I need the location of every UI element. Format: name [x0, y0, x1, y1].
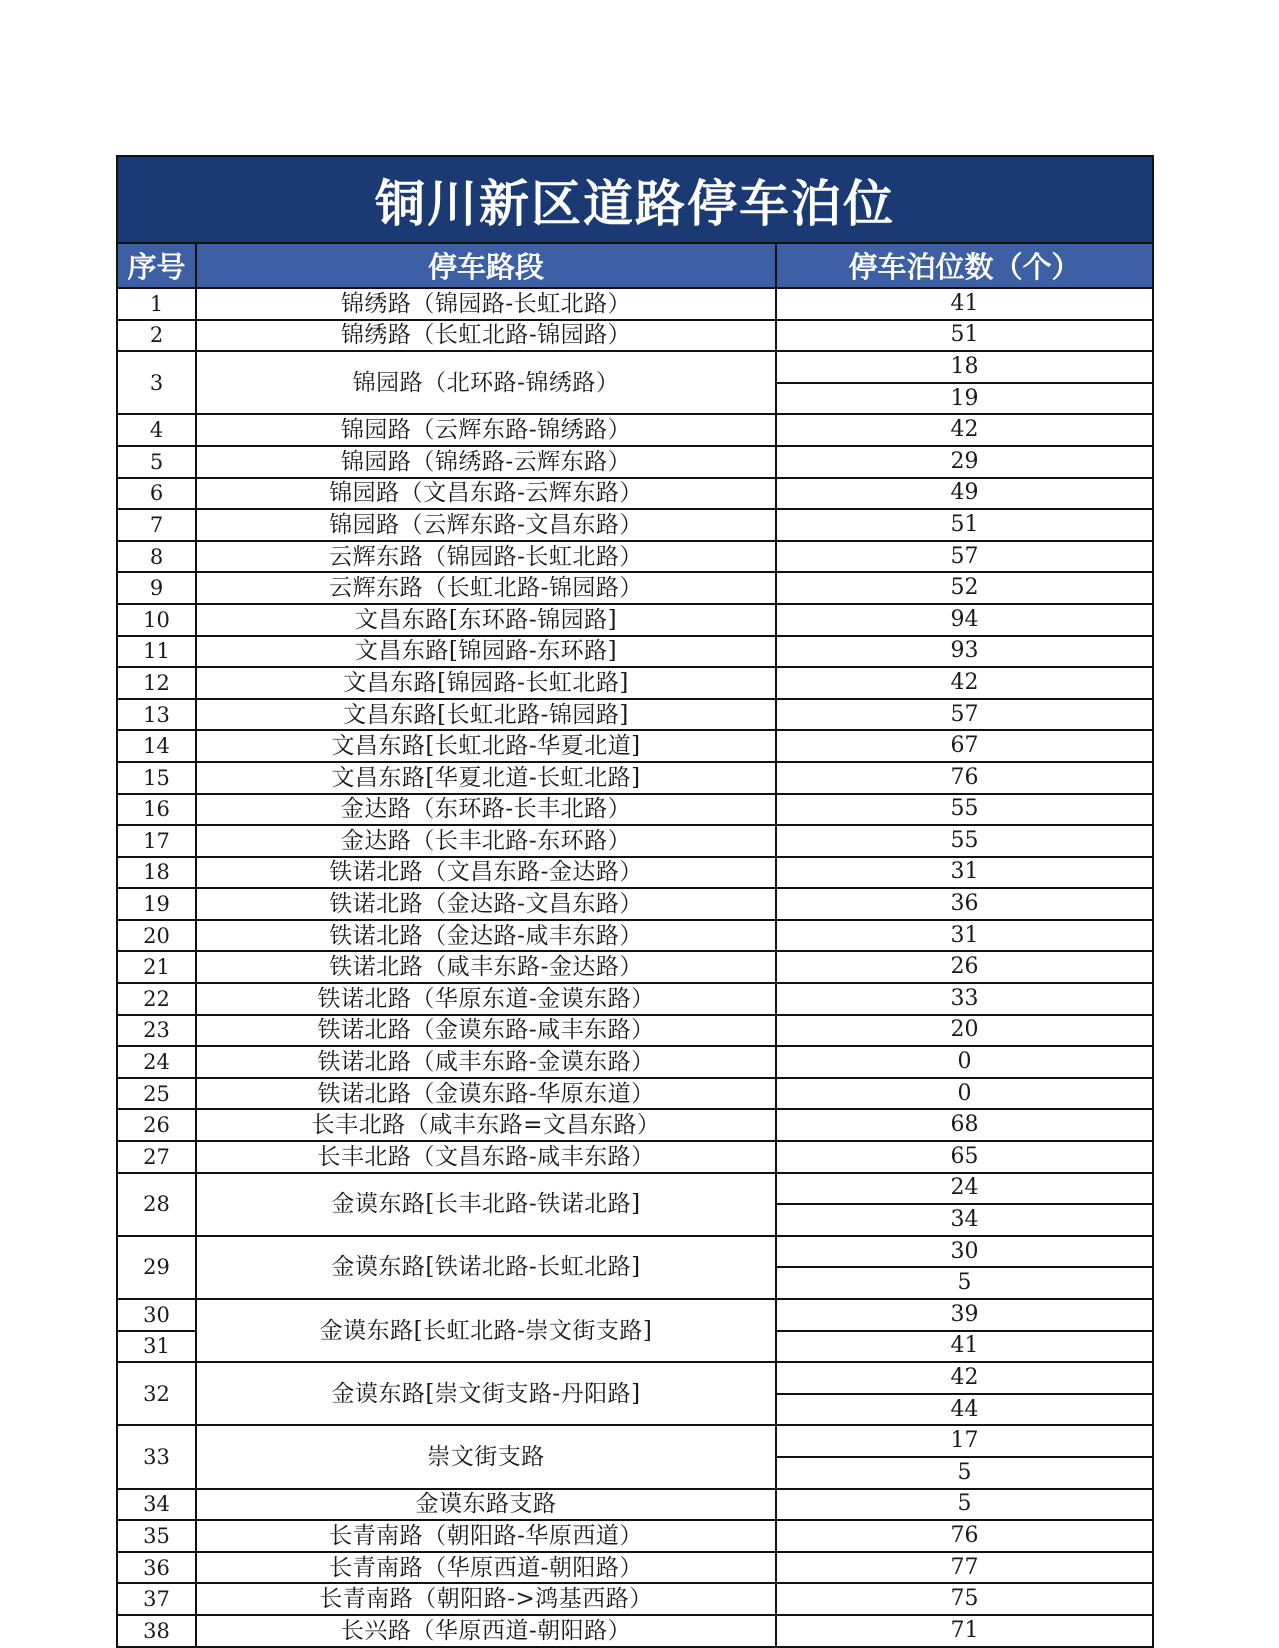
table-row [118, 1046, 1152, 1078]
parking-count-cell: 52 [776, 572, 1152, 604]
road-segment-cell: 文昌东路[长虹北路-锦园路] [196, 699, 776, 731]
parking-count-cell: 19 [776, 383, 1152, 415]
serial-number-cell: 4 [118, 414, 196, 446]
table-row [118, 983, 1152, 1015]
serial-number-cell: 7 [118, 509, 196, 541]
road-segment-cell: 锦园路（云辉东路-文昌东路） [196, 509, 776, 541]
parking-count-cell: 93 [776, 636, 1152, 668]
parking-count-cell: 5 [776, 1267, 1152, 1299]
parking-count-cell: 36 [776, 888, 1152, 920]
serial-number-cell: 17 [118, 825, 196, 857]
serial-number-cell: 26 [118, 1109, 196, 1141]
serial-number-cell: 9 [118, 572, 196, 604]
road-segment-cell: 铁诺北路（金达路-文昌东路） [196, 888, 776, 920]
table-row [118, 794, 1152, 826]
serial-number-cell: 14 [118, 730, 196, 762]
serial-number-cell: 18 [118, 857, 196, 889]
road-segment-cell: 铁诺北路（金达路-咸丰东路） [196, 920, 776, 952]
table-row [118, 446, 1152, 478]
road-segment-cell: 金达路（长丰北路-东环路） [196, 825, 776, 857]
road-segment-cell: 锦园路（云辉东路-锦绣路） [196, 414, 776, 446]
serial-number-cell: 34 [118, 1489, 196, 1521]
serial-number-cell: 32 [118, 1362, 196, 1425]
road-segment-cell: 铁诺北路（咸丰东路-金谟东路） [196, 1046, 776, 1078]
table-row [118, 762, 1152, 794]
road-segment-cell: 金谟东路[长虹北路-崇文街支路] [196, 1299, 776, 1362]
parking-count-cell: 34 [776, 1204, 1152, 1236]
road-segment-cell: 金达路（东环路-长丰北路） [196, 794, 776, 826]
table-row [118, 1236, 1152, 1268]
serial-number-cell: 2 [118, 320, 196, 352]
parking-count-cell: 42 [776, 667, 1152, 699]
table-row [118, 320, 1152, 352]
parking-count-cell: 67 [776, 730, 1152, 762]
road-segment-cell: 金谟东路[长丰北路-铁诺北路] [196, 1173, 776, 1236]
header-parking-count: 停车泊位数（个） [776, 244, 1152, 288]
table-row [118, 1141, 1152, 1173]
table-row [118, 1109, 1152, 1141]
road-segment-cell: 金谟东路[崇文街支路-丹阳路] [196, 1362, 776, 1425]
serial-number-cell: 10 [118, 604, 196, 636]
table-row [118, 699, 1152, 731]
road-segment-cell: 文昌东路[锦园路-长虹北路] [196, 667, 776, 699]
road-segment-cell: 长青南路（华原西道-朝阳路） [196, 1552, 776, 1584]
parking-count-cell: 71 [776, 1615, 1152, 1647]
table-row [118, 1583, 1152, 1615]
parking-table [118, 244, 1152, 1648]
parking-count-cell: 44 [776, 1394, 1152, 1426]
serial-number-cell: 15 [118, 762, 196, 794]
parking-count-cell: 51 [776, 509, 1152, 541]
serial-number-cell: 27 [118, 1141, 196, 1173]
road-segment-cell: 长兴路（华原西道-朝阳路） [196, 1615, 776, 1647]
parking-count-cell: 26 [776, 951, 1152, 983]
table-header [118, 244, 1152, 288]
parking-count-cell: 39 [776, 1299, 1152, 1331]
parking-count-cell: 29 [776, 446, 1152, 478]
table-row [118, 541, 1152, 573]
table-row [118, 1299, 1152, 1331]
road-segment-cell: 文昌东路[华夏北道-长虹北路] [196, 762, 776, 794]
road-segment-cell: 云辉东路（锦园路-长虹北路） [196, 541, 776, 573]
parking-count-cell: 55 [776, 794, 1152, 826]
serial-number-cell: 28 [118, 1173, 196, 1236]
road-segment-cell: 金谟东路支路 [196, 1489, 776, 1521]
parking-count-cell: 76 [776, 762, 1152, 794]
parking-count-cell: 0 [776, 1078, 1152, 1110]
serial-number-cell: 24 [118, 1046, 196, 1078]
road-segment-cell: 文昌东路[长虹北路-华夏北道] [196, 730, 776, 762]
parking-count-cell: 49 [776, 478, 1152, 510]
road-segment-cell: 长青南路（朝阳路->鸿基西路） [196, 1583, 776, 1615]
serial-number-cell: 33 [118, 1425, 196, 1488]
road-segment-cell: 长丰北路（文昌东路-咸丰东路） [196, 1141, 776, 1173]
serial-number-cell: 8 [118, 541, 196, 573]
parking-count-cell: 42 [776, 414, 1152, 446]
serial-number-cell: 36 [118, 1552, 196, 1584]
table-row [118, 1015, 1152, 1047]
parking-count-cell: 42 [776, 1362, 1152, 1394]
parking-count-cell: 94 [776, 604, 1152, 636]
serial-number-cell: 22 [118, 983, 196, 1015]
table-row [118, 888, 1152, 920]
serial-number-cell: 23 [118, 1015, 196, 1047]
road-segment-cell: 锦园路（北环路-锦绣路） [196, 351, 776, 414]
parking-count-cell: 33 [776, 983, 1152, 1015]
table-row [118, 1362, 1152, 1394]
parking-count-cell: 30 [776, 1236, 1152, 1268]
table-row [118, 1078, 1152, 1110]
road-segment-cell: 锦绣路（锦园路-长虹北路） [196, 288, 776, 320]
serial-number-cell: 16 [118, 794, 196, 826]
road-segment-cell: 云辉东路（长虹北路-锦园路） [196, 572, 776, 604]
road-segment-cell: 文昌东路[锦园路-东环路] [196, 636, 776, 668]
table-row [118, 920, 1152, 952]
parking-count-cell: 68 [776, 1109, 1152, 1141]
table-row [118, 1425, 1152, 1457]
parking-count-cell: 65 [776, 1141, 1152, 1173]
serial-number-cell: 29 [118, 1236, 196, 1299]
table-row [118, 857, 1152, 889]
parking-count-cell: 0 [776, 1046, 1152, 1078]
parking-count-cell: 5 [776, 1489, 1152, 1521]
road-segment-cell: 铁诺北路（金谟东路-咸丰东路） [196, 1015, 776, 1047]
road-segment-cell: 铁诺北路（华原东道-金谟东路） [196, 983, 776, 1015]
table-row [118, 509, 1152, 541]
serial-number-cell: 31 [118, 1331, 196, 1363]
parking-count-cell: 75 [776, 1583, 1152, 1615]
road-segment-cell: 金谟东路[铁诺北路-长虹北路] [196, 1236, 776, 1299]
header-serial-number: 序号 [118, 244, 196, 288]
table-row [118, 1552, 1152, 1584]
road-segment-cell: 锦绣路（长虹北路-锦园路） [196, 320, 776, 352]
road-segment-cell: 长丰北路（咸丰东路=文昌东路） [196, 1109, 776, 1141]
parking-count-cell: 31 [776, 857, 1152, 889]
table-row [118, 1173, 1152, 1205]
table-row [118, 572, 1152, 604]
table-row [118, 351, 1152, 383]
table-row [118, 667, 1152, 699]
serial-number-cell: 38 [118, 1615, 196, 1647]
table-row [118, 478, 1152, 510]
road-segment-cell: 崇文街支路 [196, 1425, 776, 1488]
serial-number-cell: 35 [118, 1520, 196, 1552]
serial-number-cell: 1 [118, 288, 196, 320]
serial-number-cell: 11 [118, 636, 196, 668]
header-parking-segment: 停车路段 [196, 244, 776, 288]
road-segment-cell: 铁诺北路（咸丰东路-金达路） [196, 951, 776, 983]
table-body [118, 288, 1152, 1647]
parking-table-sheet [116, 155, 1154, 1648]
serial-number-cell: 5 [118, 446, 196, 478]
serial-number-cell: 6 [118, 478, 196, 510]
parking-count-cell: 20 [776, 1015, 1152, 1047]
serial-number-cell: 19 [118, 888, 196, 920]
serial-number-cell: 25 [118, 1078, 196, 1110]
table-row [118, 1615, 1152, 1647]
table-row [118, 730, 1152, 762]
table-row [118, 825, 1152, 857]
serial-number-cell: 12 [118, 667, 196, 699]
parking-count-cell: 31 [776, 920, 1152, 952]
serial-number-cell: 20 [118, 920, 196, 952]
parking-count-cell: 76 [776, 1520, 1152, 1552]
road-segment-cell: 铁诺北路（金谟东路-华原东道） [196, 1078, 776, 1110]
serial-number-cell: 3 [118, 351, 196, 414]
road-segment-cell: 文昌东路[东环路-锦园路] [196, 604, 776, 636]
table-row [118, 636, 1152, 668]
parking-count-cell: 18 [776, 351, 1152, 383]
road-segment-cell: 锦园路（锦绣路-云辉东路） [196, 446, 776, 478]
serial-number-cell: 13 [118, 699, 196, 731]
serial-number-cell: 37 [118, 1583, 196, 1615]
table-row [118, 1520, 1152, 1552]
parking-count-cell: 24 [776, 1173, 1152, 1205]
header-row [118, 244, 1152, 288]
parking-count-cell: 5 [776, 1457, 1152, 1489]
parking-count-cell: 17 [776, 1425, 1152, 1457]
parking-count-cell: 51 [776, 320, 1152, 352]
table-row [118, 604, 1152, 636]
road-segment-cell: 长青南路（朝阳路-华原西道） [196, 1520, 776, 1552]
table-row [118, 414, 1152, 446]
table-row [118, 288, 1152, 320]
table-row [118, 1489, 1152, 1521]
parking-count-cell: 41 [776, 1331, 1152, 1363]
parking-count-cell: 55 [776, 825, 1152, 857]
serial-number-cell: 30 [118, 1299, 196, 1331]
table-title: 铜川新区道路停车泊位 [118, 157, 1152, 244]
parking-count-cell: 77 [776, 1552, 1152, 1584]
parking-count-cell: 57 [776, 541, 1152, 573]
serial-number-cell: 21 [118, 951, 196, 983]
parking-count-cell: 41 [776, 288, 1152, 320]
road-segment-cell: 铁诺北路（文昌东路-金达路） [196, 857, 776, 889]
parking-count-cell: 57 [776, 699, 1152, 731]
table-row [118, 951, 1152, 983]
road-segment-cell: 锦园路（文昌东路-云辉东路） [196, 478, 776, 510]
